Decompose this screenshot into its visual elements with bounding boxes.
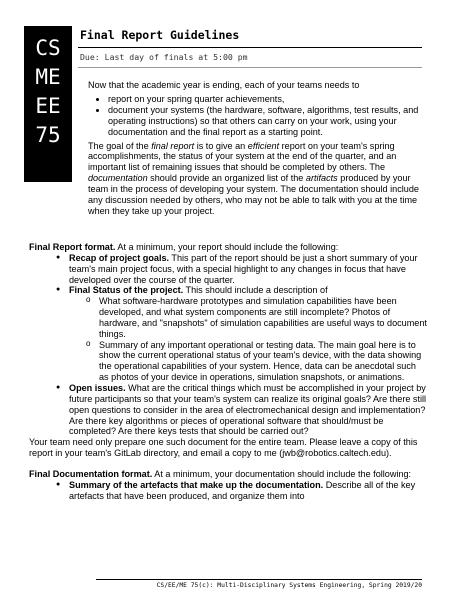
item-label: Final Status of the project. [69, 285, 184, 296]
course-number-block [24, 26, 72, 182]
goal-text: The goal of the [88, 140, 152, 151]
list-item [69, 285, 427, 383]
list-item [69, 253, 427, 286]
page-footer: CS/EE/ME 75(c): Multi-Disciplinary Systems Engineering, Spring 2019/20 [96, 579, 422, 592]
status-sublist [69, 296, 427, 383]
main-section [29, 242, 427, 501]
course-line-me: ME [35, 65, 61, 89]
goal-emphasis: documentation [88, 173, 148, 184]
item-text: Describe all of the key artefacts that have been produced, and organize them into [69, 479, 416, 501]
item-label: Open issues. [69, 382, 126, 393]
goal-emphasis: artifacts [305, 173, 338, 184]
goal-emphasis: efficient [247, 140, 280, 151]
due-divider [78, 67, 422, 68]
goal-text: report on your team's spring accomplishments, the status of your system at the end of the quarter, and an important list of remaining issues that should be completed by others. The [88, 140, 397, 173]
documentation-format-list [29, 480, 427, 502]
goal-text: is to give an [194, 140, 248, 151]
list-item [69, 383, 427, 437]
goal-emphasis: final report [151, 140, 195, 151]
documentation-format-intro [29, 469, 427, 480]
sub-list-item: o Summary of any important operational or testing data. The main goal here is to show the current operational status of your team's device, with the data showing the operational capabilities of your system. Hence, data can be anecdotal such as photos of your device in operations, simulation snapshots, or animations. [99, 340, 427, 383]
report-format-heading: Final Report format. [29, 242, 116, 252]
intro-bullets [88, 94, 426, 138]
course-line-75: 75 [35, 123, 61, 147]
documentation-format-lead: At a minimum, your documentation should include the following: [152, 468, 412, 479]
report-closing: Your team need only prepare one such document for the entire team. Please leave a copy of this report in your team's GitLab directory, and email a copy to me (jwb@robotics.caltech.edu). [29, 437, 418, 459]
goal-text: should provide an organized list of the [147, 173, 306, 184]
intro-section [88, 80, 426, 217]
report-format-intro [29, 242, 427, 253]
item-label: Summary of the artefacts that make up the documentation. [69, 479, 324, 490]
title-divider [78, 47, 422, 48]
item-text: What are the critical things which must be accomplished in your project by future participants so that your team's system can realize its original goals? Are there still open questions to consider in the area of electromechanical design and implementation? Are there key algorithms or pieces of operational software that should/must be completed? Are there keys tests that should be carried out? [69, 382, 427, 437]
intro-bullet: • report on your spring quarter achievements, [108, 94, 426, 105]
intro-bullet: • document your systems (the hardware, software, algorithms, test results, and operating instructions) so that others can carry on your work, using your documentation and the final report as a starting point. [108, 105, 426, 138]
item-text: This should include a description of [183, 285, 328, 296]
report-format-list [29, 253, 427, 437]
intro-lead: Now that the academic year is ending, each of your teams needs to [88, 80, 360, 90]
item-label: Recap of project goals. [69, 252, 170, 263]
due-date: Due: Last day of finals at 5:00 pm [80, 52, 248, 62]
list-item [69, 480, 427, 502]
course-line-ee: EE [35, 94, 61, 118]
item-text: This part of the report should be just a short summary of your team's main project focus, with a special highlight to any changes in focus that have developed over the course of the quarter. [69, 252, 418, 285]
goal-paragraph [88, 141, 426, 217]
documentation-format-heading: Final Documentation format. [29, 468, 153, 479]
sub-list-item: o What software-hardware prototypes and simulation capabilities have been developed, and what system components are still incomplete? Photos of hardware, and "snapshots" of simulation capabilities are useful ways to document things. [99, 296, 427, 339]
report-format-lead: At a minimum, your report should include the following: [115, 242, 339, 252]
goal-text: produced by your team in the process of developing your system. The documentation should include any discussion needed by others, who may not be able to talk with you at the time when they take up your project. [88, 173, 419, 216]
page-title: Final Report Guidelines [80, 28, 240, 42]
course-line-cs: CS [35, 36, 61, 60]
